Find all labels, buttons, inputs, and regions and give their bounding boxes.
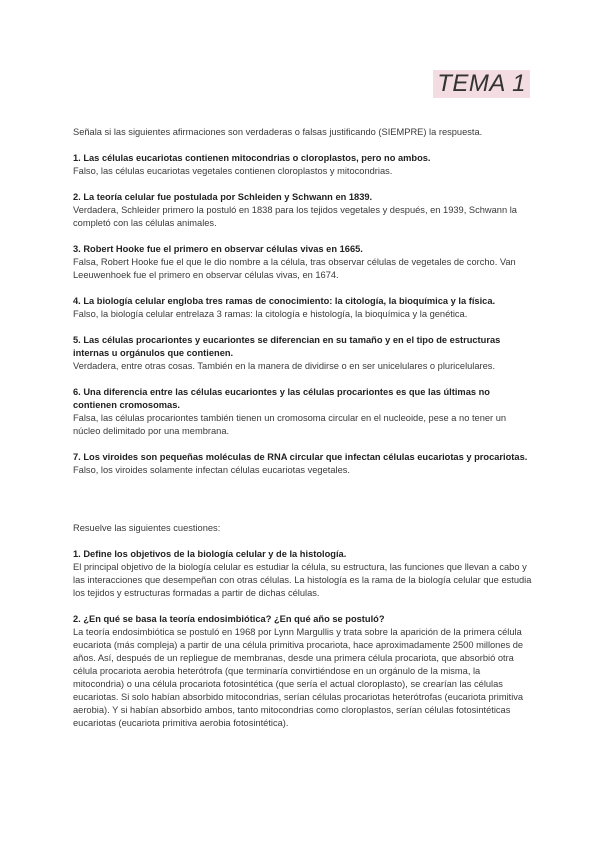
statement-answer: Falso, las células eucariotas vegetales contienen cloroplastos y mitocondrias. — [73, 166, 393, 176]
statement-question: 2. La teoría celular fue postulada por Schleiden y Schwann en 1839. — [73, 192, 373, 202]
statement-item — [73, 386, 533, 438]
statement-item — [73, 152, 533, 178]
statement-item — [73, 243, 533, 282]
statement-answer: Verdadera, entre otras cosas. También en la manera de dividirse o en ser unicelulares o pluricelulares. — [73, 361, 496, 371]
statement-question: 5. Las células procariontes y eucariontes se diferencian en su tamaño y en el tipo de estructuras internas u orgánulos que contienen. — [73, 335, 501, 358]
statement-answer: Falso, la biología celular entrelaza 3 ramas: la citología e histología, la bioquímica y la genética. — [73, 309, 468, 319]
question-item — [73, 613, 533, 730]
statement-answer: Falsa, Robert Hooke fue el que le dio nombre a la célula, tras observar células de vegetales de corcho. Van Leeuwenhoek fue el primero en observar células vivas, en 1674. — [73, 257, 516, 280]
section-spacer — [73, 490, 533, 522]
statement-question: 6. Una diferencia entre las células eucariontes y las células procariontes es que las últimas no contienen cromosomas. — [73, 387, 490, 410]
title-box — [433, 70, 530, 98]
statement-answer: Falso, los viroides solamente infectan células eucariotas vegetales. — [73, 465, 350, 475]
statement-item — [73, 451, 533, 477]
question-title: 1. Define los objetivos de la biología celular y de la histología. — [73, 549, 347, 559]
section2-intro: Resuelve las siguientes cuestiones: — [73, 523, 221, 533]
document-body — [73, 126, 533, 743]
page-title: TEMA 1 — [433, 70, 530, 98]
section1-intro: Señala si las siguientes afirmaciones son verdaderas o falsas justificando (SIEMPRE) la respuesta. — [73, 127, 483, 137]
question-answer: La teoría endosimbiótica se postuló en 1968 por Lynn Margullis y trata sobre la aparición de la primera célula eucariota (más compleja) a partir de una célula primitiva procariota, hace aproximadamente 2500 millones de años. Así, después de un repliegue de membranas, desde una primera célula procariota, que absorbió otra célula procariota aerobia heterótrofa (que terminaría convirtiéndose en un orgánulo de la misma, la mitocondria) o una célula procariota fotosintética (que sería el actual cloroplasto), se crearían las células eucariotas. Si solo habían absorbido mitocondrias, serían células procariotas heterótrofas (eucariota primitiva aerobia). Y si habían absorbido ambos, tanto mitocondrias como cloroplastos, serían células fotosintéticas eucariotas (eucariota primitiva aerobia fotosintética). — [73, 627, 524, 728]
statement-question: 7. Los viroides son pequeñas moléculas de RNA circular que infectan células eucariotas y procariotas. — [73, 452, 528, 462]
statement-question: 3. Robert Hooke fue el primero en observar células vivas en 1665. — [73, 244, 363, 254]
statement-item — [73, 334, 533, 373]
question-item — [73, 548, 533, 600]
statement-item — [73, 191, 533, 230]
statement-question: 4. La biología celular engloba tres ramas de conocimiento: la citología, la bioquímica y la física. — [73, 296, 496, 306]
question-answer: El principal objetivo de la biología celular es estudiar la célula, su estructura, las funciones que llevan a cabo y las interacciones que desempeñan con otras células. La histología es la rama de la biología celular que estudia los tejidos y estructuras formadas a partir de dichas células. — [73, 562, 532, 598]
statement-answer: Falsa, las células procariontes también tienen un cromosoma circular en el nucleoide, pese a no tener un núcleo delimitado por una membrana. — [73, 413, 507, 436]
statement-answer: Verdadera, Schleider primero la postuló en 1838 para los tejidos vegetales y después, en 1939, Schwann la completó con las células animales. — [73, 205, 517, 228]
question-title: 2. ¿En qué se basa la teoría endosimbiótica? ¿En qué año se postuló? — [73, 614, 385, 624]
statement-question: 1. Las células eucariotas contienen mitocondrias o cloroplastos, pero no ambos. — [73, 153, 431, 163]
statement-item — [73, 295, 533, 321]
